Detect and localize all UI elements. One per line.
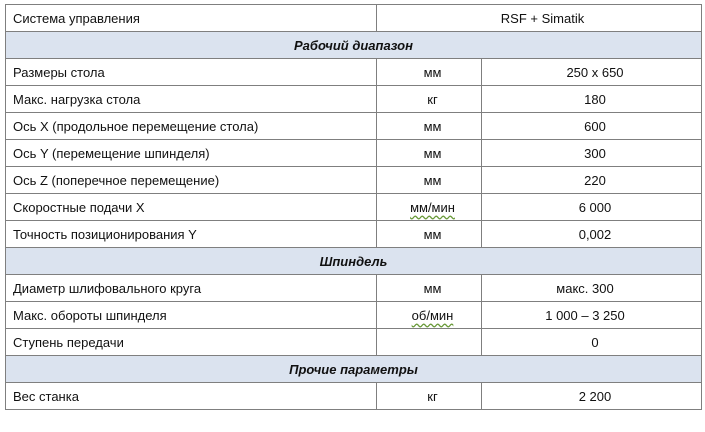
param-label: Макс. нагрузка стола xyxy=(6,86,377,113)
table-row xyxy=(6,221,702,248)
param-value: 220 xyxy=(482,167,702,194)
table-row xyxy=(6,59,702,86)
param-unit: мм xyxy=(377,113,482,140)
param-label: Диаметр шлифовального круга xyxy=(6,275,377,302)
param-unit-cell xyxy=(377,302,482,329)
section-title: Шпиндель xyxy=(6,248,702,275)
param-label: Скоростные подачи X xyxy=(6,194,377,221)
param-unit-cell xyxy=(377,194,482,221)
param-label: Ось Z (поперечное перемещение) xyxy=(6,167,377,194)
control-system-label: Система управления xyxy=(6,5,377,32)
param-unit: мм xyxy=(377,59,482,86)
param-value: 180 xyxy=(482,86,702,113)
table-row-control-system xyxy=(6,5,702,32)
param-unit: об/мин xyxy=(411,307,454,323)
param-unit: кг xyxy=(377,86,482,113)
param-label: Ступень передачи xyxy=(6,329,377,356)
section-header-other-params xyxy=(6,356,702,383)
table-row xyxy=(6,167,702,194)
param-unit: мм/мин xyxy=(410,199,455,215)
param-unit: кг xyxy=(377,383,482,410)
param-unit: мм xyxy=(377,140,482,167)
section-title: Рабочий диапазон xyxy=(6,32,702,59)
param-label: Размеры стола xyxy=(6,59,377,86)
param-unit: мм xyxy=(377,167,482,194)
section-header-working-range xyxy=(6,32,702,59)
param-value: 0 xyxy=(482,329,702,356)
table-row xyxy=(6,329,702,356)
table-row xyxy=(6,302,702,329)
param-unit: мм xyxy=(377,221,482,248)
param-value: 250 x 650 xyxy=(482,59,702,86)
param-value: макс. 300 xyxy=(482,275,702,302)
param-value: 1 000 – 3 250 xyxy=(482,302,702,329)
param-label: Ось Y (перемещение шпинделя) xyxy=(6,140,377,167)
param-label: Макс. обороты шпинделя xyxy=(6,302,377,329)
param-value: 300 xyxy=(482,140,702,167)
table-row xyxy=(6,140,702,167)
table-row xyxy=(6,113,702,140)
spec-table xyxy=(5,4,702,410)
table-row xyxy=(6,86,702,113)
table-row xyxy=(6,383,702,410)
param-value: 2 200 xyxy=(482,383,702,410)
param-label: Точность позиционирования Y xyxy=(6,221,377,248)
param-unit xyxy=(377,329,482,356)
control-system-value: RSF + Simatik xyxy=(377,5,702,32)
table-row xyxy=(6,275,702,302)
param-value: 0,002 xyxy=(482,221,702,248)
section-header-spindle xyxy=(6,248,702,275)
param-label: Ось X (продольное перемещение стола) xyxy=(6,113,377,140)
param-value: 6 000 xyxy=(482,194,702,221)
table-row xyxy=(6,194,702,221)
param-value: 600 xyxy=(482,113,702,140)
section-title: Прочие параметры xyxy=(6,356,702,383)
param-unit: мм xyxy=(377,275,482,302)
param-label: Вес станка xyxy=(6,383,377,410)
